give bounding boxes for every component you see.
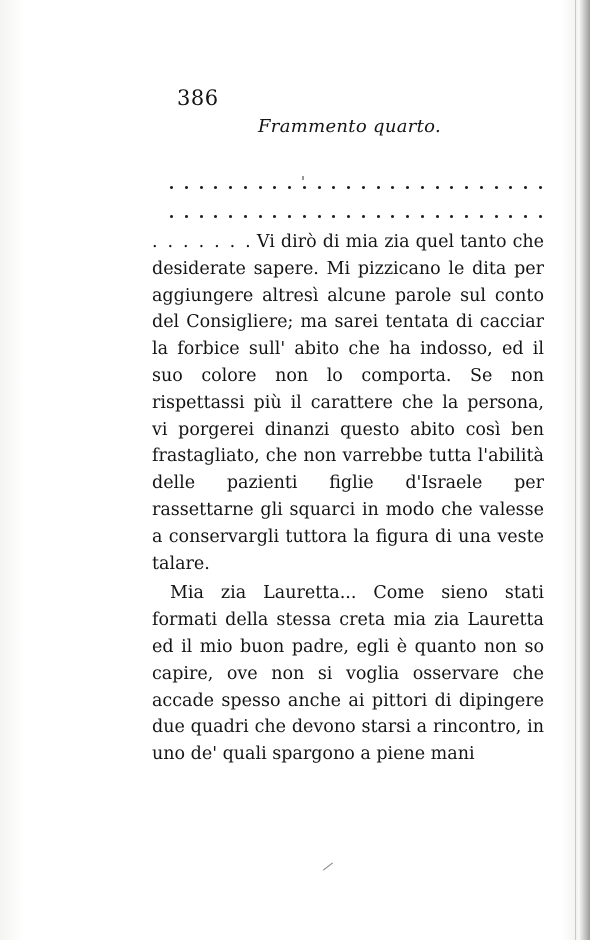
ellipsis-dot: [465, 186, 468, 189]
ellipsis-dot: [509, 215, 512, 218]
ellipsis-dot: [259, 186, 262, 189]
ellipsis-dot: [421, 215, 424, 218]
ellipsis-dot: [539, 186, 542, 189]
pencil-mark: [323, 862, 333, 870]
ellipsis-dot: [318, 215, 321, 218]
ellipsis-dot: [377, 186, 380, 189]
ellipsis-dot: [465, 215, 468, 218]
ellipsis-dot: [303, 186, 306, 189]
ellipsis-dot: [347, 215, 350, 218]
ellipsis-dot: [259, 215, 262, 218]
ellipsis-dot: [273, 186, 276, 189]
ellipsis-dot: [200, 186, 203, 189]
ellipsis-dot: [362, 215, 365, 218]
ellipsis-dot: [524, 186, 527, 189]
paragraph-1-text: Vi dirò di mia zia quel tanto che desiderate sapere. Mi pizzicano le dita per aggiungere altresì alcune parole sul conto del Consigliere; ma sarei tentata di cacciar la forbice sull' abito che ha indosso, ed il suo colore non lo comporta. Se non rispettassi più il carattere che la persona, vi porgerei dinanzi questo abito così ben frastagliato, che non varrebbe tutta l'abilità delle pazienti figlie d'Israele per rassettarne gli squarci in modo che valesse a conservargli tuttora la figura di una veste talare.: [152, 232, 544, 574]
running-title: Frammento quarto.: [258, 116, 442, 137]
ellipsis-dot: [524, 215, 527, 218]
ellipsis-dot: [450, 186, 453, 189]
ellipsis-dot: [495, 186, 498, 189]
paragraph-2-text: Mia zia Lauretta... Come sieno stati formati della stessa creta mia zia Lauretta ed il mio buon padre, egli è quanto non so capire, ove non si voglia osservare che accade spesso anche ai pittori di dipingere due quadri che devono starsi a rincontro, in uno de' quali spargono a piene mani: [152, 583, 544, 765]
ellipsis-dot: [509, 186, 512, 189]
ellipsis-dot: [450, 215, 453, 218]
ellipsis-dot: [406, 186, 409, 189]
ellipsis-row-2: [170, 215, 542, 218]
ellipsis-dot: [391, 215, 394, 218]
ellipsis-dot: [244, 215, 247, 218]
ellipsis-dot: [436, 215, 439, 218]
ellipsis-dot: [170, 186, 173, 189]
ellipsis-dot: [229, 186, 232, 189]
ellipsis-row-1: [170, 186, 542, 189]
ellipsis-dot: [539, 215, 542, 218]
page-edge-line: [575, 0, 576, 940]
ellipsis-dot: [332, 215, 335, 218]
ellipsis-dot: [480, 215, 483, 218]
ellipsis-dot: [436, 186, 439, 189]
ellipsis-dot: [288, 186, 291, 189]
leading-ellipsis: . . . . . . .: [152, 232, 253, 252]
ellipsis-dot: [170, 215, 173, 218]
ellipsis-dot: [332, 186, 335, 189]
ellipsis-dot: [347, 186, 350, 189]
ellipsis-dot: [229, 215, 232, 218]
ellipsis-dot: [273, 215, 276, 218]
page-number: 386: [177, 86, 219, 110]
ellipsis-dot: [303, 215, 306, 218]
paragraph-2: [152, 580, 544, 768]
ellipsis-dot: [185, 186, 188, 189]
ellipsis-dot: [406, 215, 409, 218]
ellipsis-dot: [200, 215, 203, 218]
ellipsis-dot: [214, 215, 217, 218]
ellipsis-dot: [495, 215, 498, 218]
ellipsis-dot: [377, 215, 380, 218]
ellipsis-dot: [362, 186, 365, 189]
ellipsis-dot: [421, 186, 424, 189]
ellipsis-dot: [288, 215, 291, 218]
ink-speck: [302, 176, 304, 180]
paragraph-1: [152, 229, 544, 577]
ellipsis-dot: [185, 215, 188, 218]
ellipsis-dot: [244, 186, 247, 189]
ellipsis-dot: [480, 186, 483, 189]
ellipsis-dot: [318, 186, 321, 189]
ellipsis-dot: [391, 186, 394, 189]
page-edge-shadow: [578, 0, 590, 940]
body-text: [152, 229, 544, 768]
ellipsis-dot: [214, 186, 217, 189]
